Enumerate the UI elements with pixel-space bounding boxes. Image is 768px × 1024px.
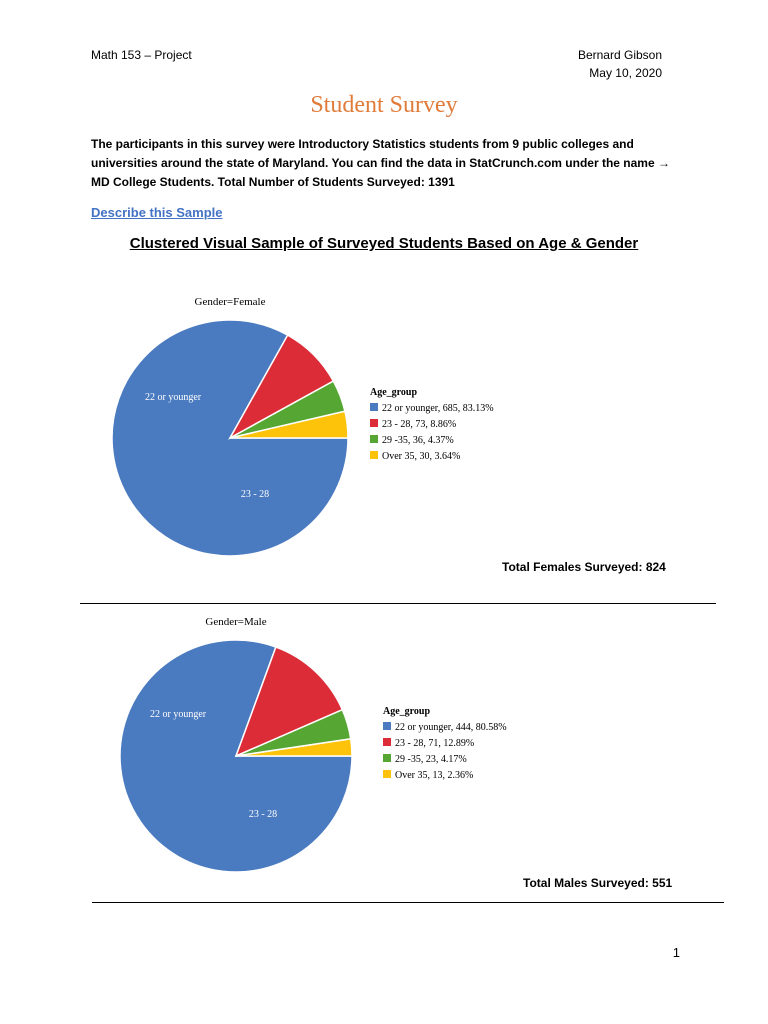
chart-title: Gender=Male bbox=[205, 616, 267, 628]
legend-entry: Over 35, 13, 2.36% bbox=[395, 770, 474, 781]
legend-entry: 22 or younger, 444, 80.58% bbox=[395, 722, 507, 733]
legend-swatch bbox=[383, 754, 391, 762]
document-date: May 10, 2020 bbox=[589, 66, 662, 80]
legend-entry: 22 or younger, 685, 83.13% bbox=[382, 403, 494, 414]
chart-title: Gender=Female bbox=[194, 296, 266, 308]
legend-swatch bbox=[370, 435, 378, 443]
divider-line bbox=[92, 902, 724, 903]
legend-entry: Over 35, 30, 3.64% bbox=[382, 451, 461, 462]
slice-label: 23 - 28 bbox=[240, 489, 270, 500]
legend-title: Age_group bbox=[383, 706, 431, 717]
legend-swatch bbox=[370, 419, 378, 427]
slice-label: 23 - 28 bbox=[248, 809, 278, 820]
legend-entry: 29 -35, 36, 4.37% bbox=[382, 435, 454, 446]
legend-swatch bbox=[383, 770, 391, 778]
legend-title: Age_group bbox=[370, 387, 418, 398]
page-number: 1 bbox=[672, 945, 680, 960]
describe-sample-link[interactable]: Describe this Sample bbox=[91, 205, 223, 220]
total-females: Total Females Surveyed: 824 bbox=[502, 560, 666, 574]
section-heading: Clustered Visual Sample of Surveyed Students Based on Age & Gender bbox=[129, 235, 639, 252]
legend-entry: 23 - 28, 71, 12.89% bbox=[395, 738, 475, 749]
total-males: Total Males Surveyed: 551 bbox=[523, 876, 673, 890]
slice-label: 22 or younger bbox=[150, 709, 207, 720]
author-name: Bernard Gibson bbox=[577, 48, 662, 62]
divider-line bbox=[80, 603, 716, 604]
legend-swatch bbox=[370, 403, 378, 411]
female-pie-chart bbox=[0, 290, 768, 580]
legend-entry: 29 -35, 23, 4.17% bbox=[395, 754, 467, 765]
male-pie-chart bbox=[0, 610, 768, 890]
legend-swatch bbox=[370, 451, 378, 459]
legend-swatch bbox=[383, 722, 391, 730]
course-name: Math 153 – Project bbox=[91, 48, 192, 62]
legend-entry: 23 - 28, 73, 8.86% bbox=[382, 419, 457, 430]
document-title: Student Survey bbox=[310, 92, 458, 118]
slice-label: 22 or younger bbox=[145, 392, 202, 403]
legend-swatch bbox=[383, 738, 391, 746]
intro-paragraph: The participants in this survey were Introductory Statistics students from 9 public colleges and universities around the state of Maryland. You can find the data in StatCrunch.com under the name → MD College Students. Total Number of Students Surveyed: 1391 bbox=[91, 137, 670, 189]
